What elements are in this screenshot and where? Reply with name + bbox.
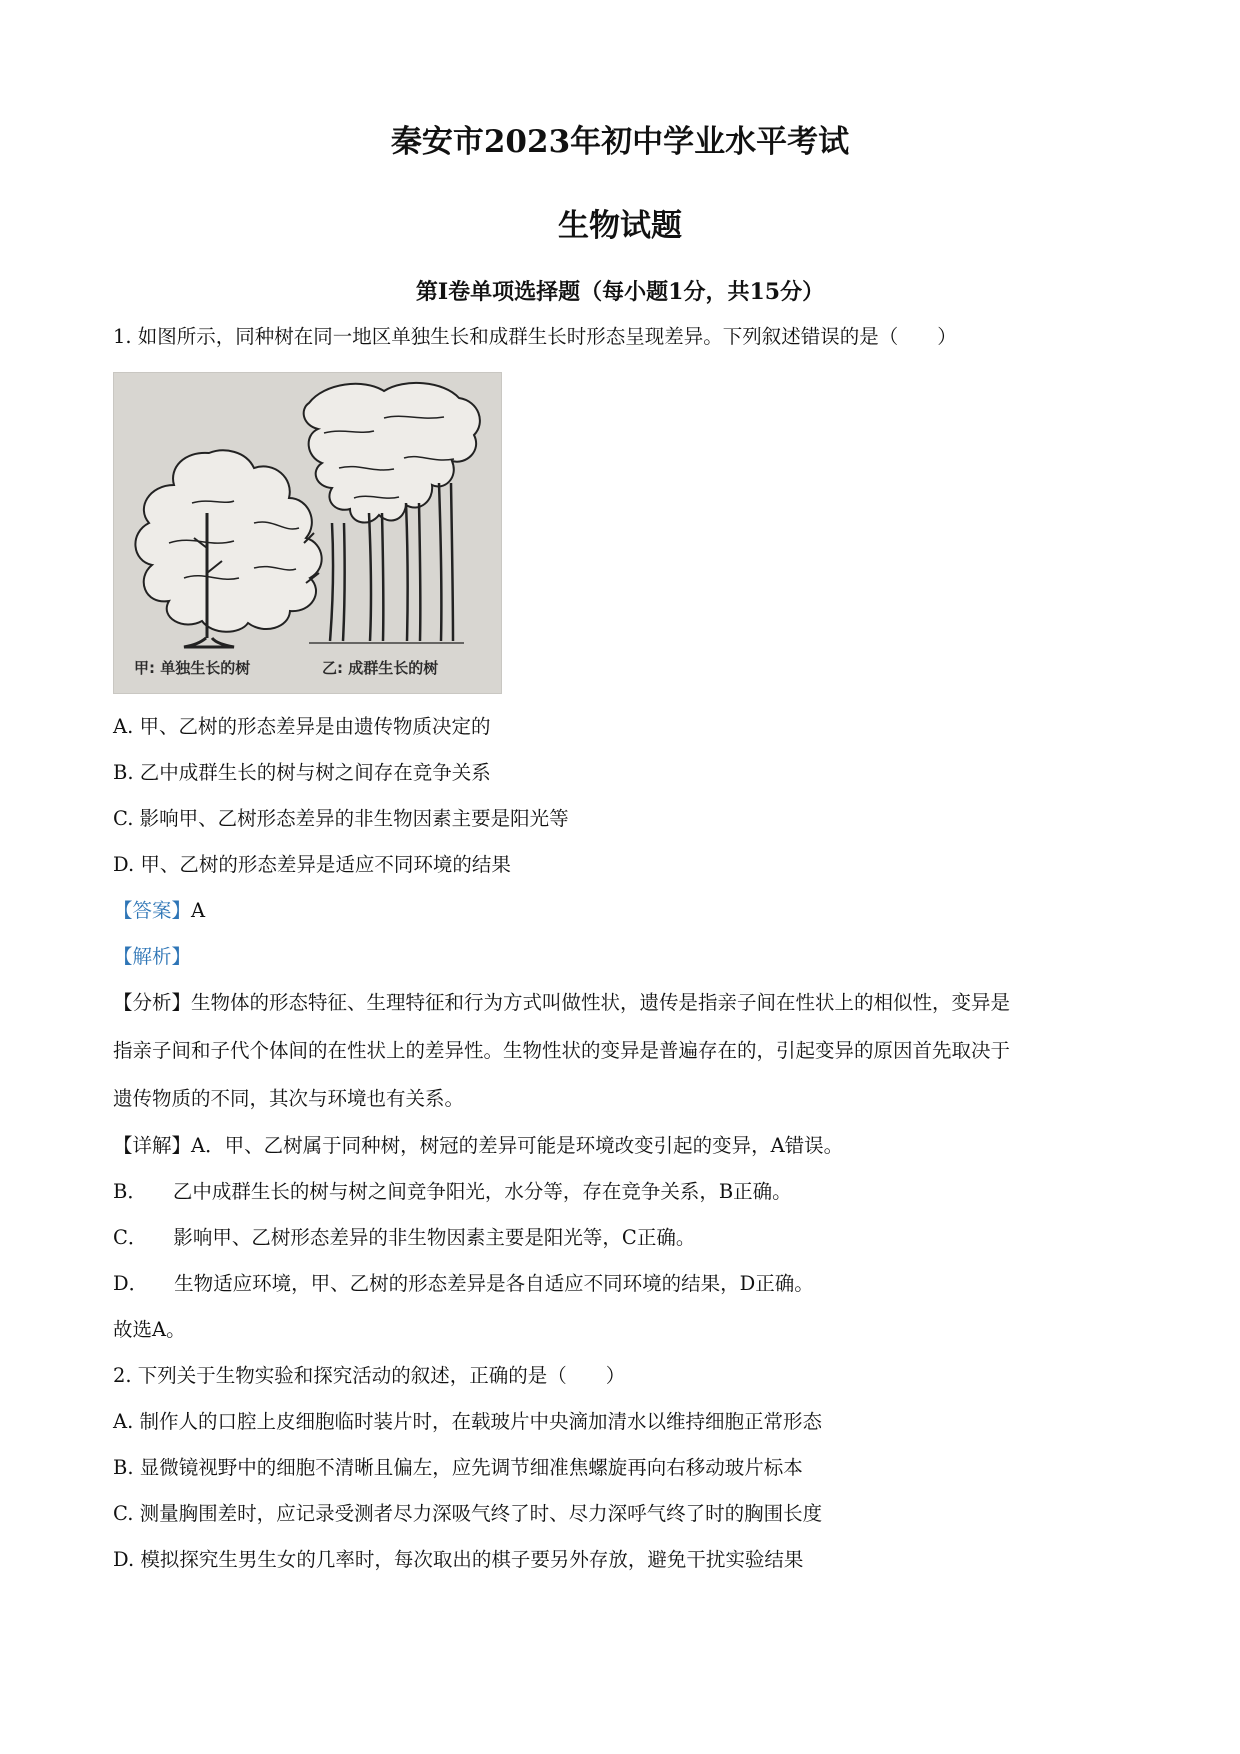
section-heading: 第I卷单项选择题（每小题1分，共15分） [415,279,825,305]
figure-caption-left: 甲: 单独生长的树 [134,659,251,677]
analysis-line-2: 指亲子间和子代个体间的在性状上的差异性。生物性状的变异是普遍存在的，引起变异的原因首先取决于 [113,1039,1011,1062]
q1-option-c: C. 影响甲、乙树形态差异的非生物因素主要是阳光等 [113,807,569,830]
answer-value: A [191,899,206,922]
detail-line-c [113,1224,695,1252]
q2-option-c: C. 测量胸围差时，应记录受测者尽力深吸气终了时、尽力深呼气终了时的胸围长度 [113,1502,823,1525]
analysis-label: 【解析】 [113,945,192,968]
q1-option-b: B. 乙中成群生长的树与树之间存在竞争关系 [113,761,491,784]
detail-letter-c: C． [113,1226,148,1249]
detail-letter-d: D． [113,1272,149,1295]
question-1-stem: 1. 如图所示，同种树在同一地区单独生长和成群生长时形态呈现差异。下列叙述错误的是（ ） [113,325,957,348]
q1-option-d: D. 甲、乙树的形态差异是适应不同环境的结果 [113,853,511,876]
detail-text-b: 乙中成群生长的树与树之间竞争阳光，水分等，存在竞争关系，B正确。 [172,1180,792,1203]
analysis-line-3: 遗传物质的不同，其次与环境也有关系。 [113,1087,465,1110]
tree-figure [113,372,502,694]
group-trees-drawing [304,383,480,643]
q1-option-a: A. 甲、乙树的形态差异是由遗传物质决定的 [113,715,491,738]
subject-title: 生物试题 [558,208,682,244]
q2-option-b: B. 显微镜视野中的细胞不清晰且偏左，应先调节细准焦螺旋再向右移动玻片标本 [113,1456,803,1479]
detail-text-c: 影响甲、乙树形态差异的非生物因素主要是阳光等，C正确。 [173,1226,696,1249]
answer-label: 【答案】 [113,899,192,922]
answer-line [113,897,205,925]
analysis-line-1: 【分析】生物体的形态特征、生理特征和行为方式叫做性状，遗传是指亲子间在性状上的相似性，变异是 [113,991,1011,1014]
detail-text-d: 生物适应环境，甲、乙树的形态差异是各自适应不同环境的结果，D正确。 [174,1272,814,1295]
single-tree-drawing [135,450,321,647]
tree-illustration [114,373,501,693]
detail-line-b [113,1178,792,1206]
q2-option-d: D. 模拟探究生男生女的几率时，每次取出的棋子要另外存放，避免干扰实验结果 [113,1548,804,1571]
q2-option-a: A. 制作人的口腔上皮细胞临时装片时，在载玻片中央滴加清水以维持细胞正常形态 [113,1410,822,1433]
figure-caption-right: 乙: 成群生长的树 [322,659,439,677]
detail-line-a: 【详解】A．甲、乙树属于同种树，树冠的差异可能是环境改变引起的变异，A错误。 [113,1134,844,1157]
detail-letter-b: B． [113,1180,147,1203]
conclusion-line: 故选A。 [113,1318,186,1341]
detail-line-d [113,1270,814,1298]
exam-title: 秦安市2023年初中学业水平考试 [390,124,850,160]
question-2-stem: 2. 下列关于生物实验和探究活动的叙述，正确的是（ ） [113,1364,626,1387]
